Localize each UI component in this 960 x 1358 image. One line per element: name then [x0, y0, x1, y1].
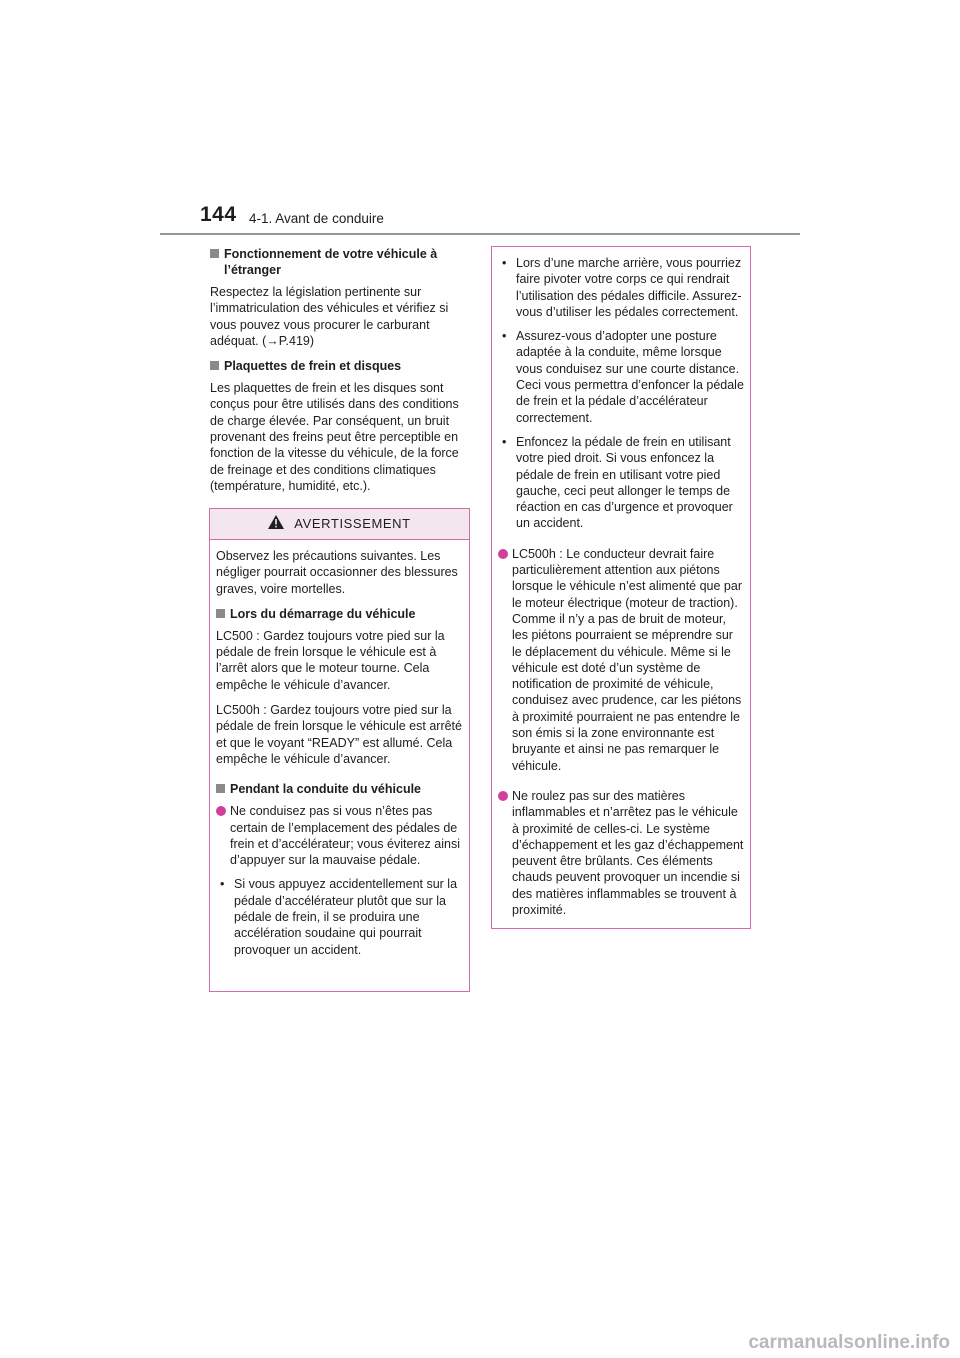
warning-triangle-icon: [268, 515, 284, 533]
brakes-text: Les plaquettes de frein et les disques sont conçus pour être utilisés dans des conditions de charge élevée. Par conséquent, un bruit provenant des freins peut être perceptible en fonction de la vitesse du véhicule, de la force de freinage et des conditions climatiques (température, humidité, etc.).: [210, 381, 459, 493]
watermark: carmanualsonline.info: [748, 1332, 950, 1353]
square-bullet-icon: [210, 361, 219, 370]
list-item: • Enfoncez la pédale de frein en utilisant votre pied droit. Si vous enfoncez la pédale de frein en utilisant votre pied gauche, ceci peut allonger le temps de réaction en cas d’urgence et provoquer un accident.: [502, 434, 733, 531]
warning-box: [209, 508, 470, 992]
pink-bullet-icon: [498, 549, 508, 559]
list-item: LC500h : Le conducteur devrait faire particulièrement attention aux piétons lorsque le véhicule n’est alimenté que par le moteur électrique (moteur de traction). Comme il n’y a pas de bruit de moteur, les piétons pourraient se méprendre sur le déplacement du véhicule. Même si le véhicule est doté d’un système de notification de proximité de véhicule, conduisez avec prudence, car les piétons à proximité pourraient ne pas entendre le son émis si la zone environnante est bruyante et ainsi ne pas remarquer le véhicule.: [498, 546, 744, 774]
abroad-text: Respectez la législation pertinente sur l’immatriculation des véhicules et vérifiez si vous pouvez vous procurer le carburant adéquat. (→P.419): [210, 285, 449, 348]
square-bullet-icon: [216, 609, 225, 618]
page-number: 144: [200, 203, 237, 226]
driving-heading: Pendant la conduite du véhicule: [216, 781, 463, 797]
list-item: Ne roulez pas sur des matières inflammables et n’arrêtez pas le véhicule à proximité de celles-ci. Le système d’échappement et les gaz d’échappement peuvent être brûlants. Ces éléments chauds peuvent provoquer un incendie si des matières inflammables se trouvent à proximité.: [498, 788, 744, 918]
dot-bullet-icon: •: [502, 329, 507, 344]
warning-title: AVERTISSEMENT: [294, 515, 411, 531]
pink-bullet-icon: [498, 791, 508, 801]
square-bullet-icon: [210, 249, 219, 258]
start-lc500-text: LC500 : Gardez toujours votre pied sur la pédale de frein lorsque le véhicule est à l’arrêt alors que le moteur tourne. Cela empêche le véhicule d’avancer.: [216, 628, 445, 692]
abroad-heading: Fonctionnement de votre véhicule à l’étranger: [210, 246, 472, 278]
list-item: • Si vous appuyez accidentellement sur la pédale d’accélérateur plutôt que sur la pédale de frein, il se produira une accélération soudaine qui pourrait provoquer un accident.: [220, 877, 458, 957]
warning-intro: Observez les précautions suivantes. Les négliger pourrait occasionner des blessures graves, voire mortelles.: [216, 549, 458, 596]
dot-bullet-icon: •: [220, 877, 225, 892]
square-bullet-icon: [216, 784, 225, 793]
left-column: [210, 246, 472, 503]
start-lc500h-text: LC500h : Gardez toujours votre pied sur la pédale de frein lorsque le véhicule est arrêté et que le voyant “READY” est allumé. Cela empêche le véhicule d’avancer.: [216, 703, 462, 766]
brakes-heading: Plaquettes de frein et disques: [210, 358, 472, 374]
list-item: • Lors d’une marche arrière, vous pourriez faire pivoter votre corps ce qui rendrait l’utilisation des pédales difficile. Assurez-vous d’utiliser les pédales correctement.: [502, 256, 742, 319]
warning-box-continued: [491, 246, 751, 929]
pink-bullet-icon: [216, 806, 226, 816]
start-heading: Lors du démarrage du véhicule: [216, 606, 463, 622]
header-rule: [160, 233, 800, 235]
dot-bullet-icon: •: [502, 434, 507, 449]
warning-title-bar: [210, 509, 469, 540]
dot-bullet-icon: •: [502, 256, 507, 270]
section-title: 4-1. Avant de conduire: [249, 211, 384, 226]
list-item: • Assurez-vous d’adopter une posture adaptée à la conduite, même lorsque vous conduisez sur une courte distance. Ceci vous permettra d’enfoncer la pédale de frein et la pédale d’accélérateur correctement.: [502, 329, 744, 425]
list-item: Ne conduisez pas si vous n’êtes pas certain de l’emplacement des pédales de frein et d’accélérateur; vous éviterez ainsi d’appuyer sur la mauvaise pédale.: [216, 803, 463, 868]
